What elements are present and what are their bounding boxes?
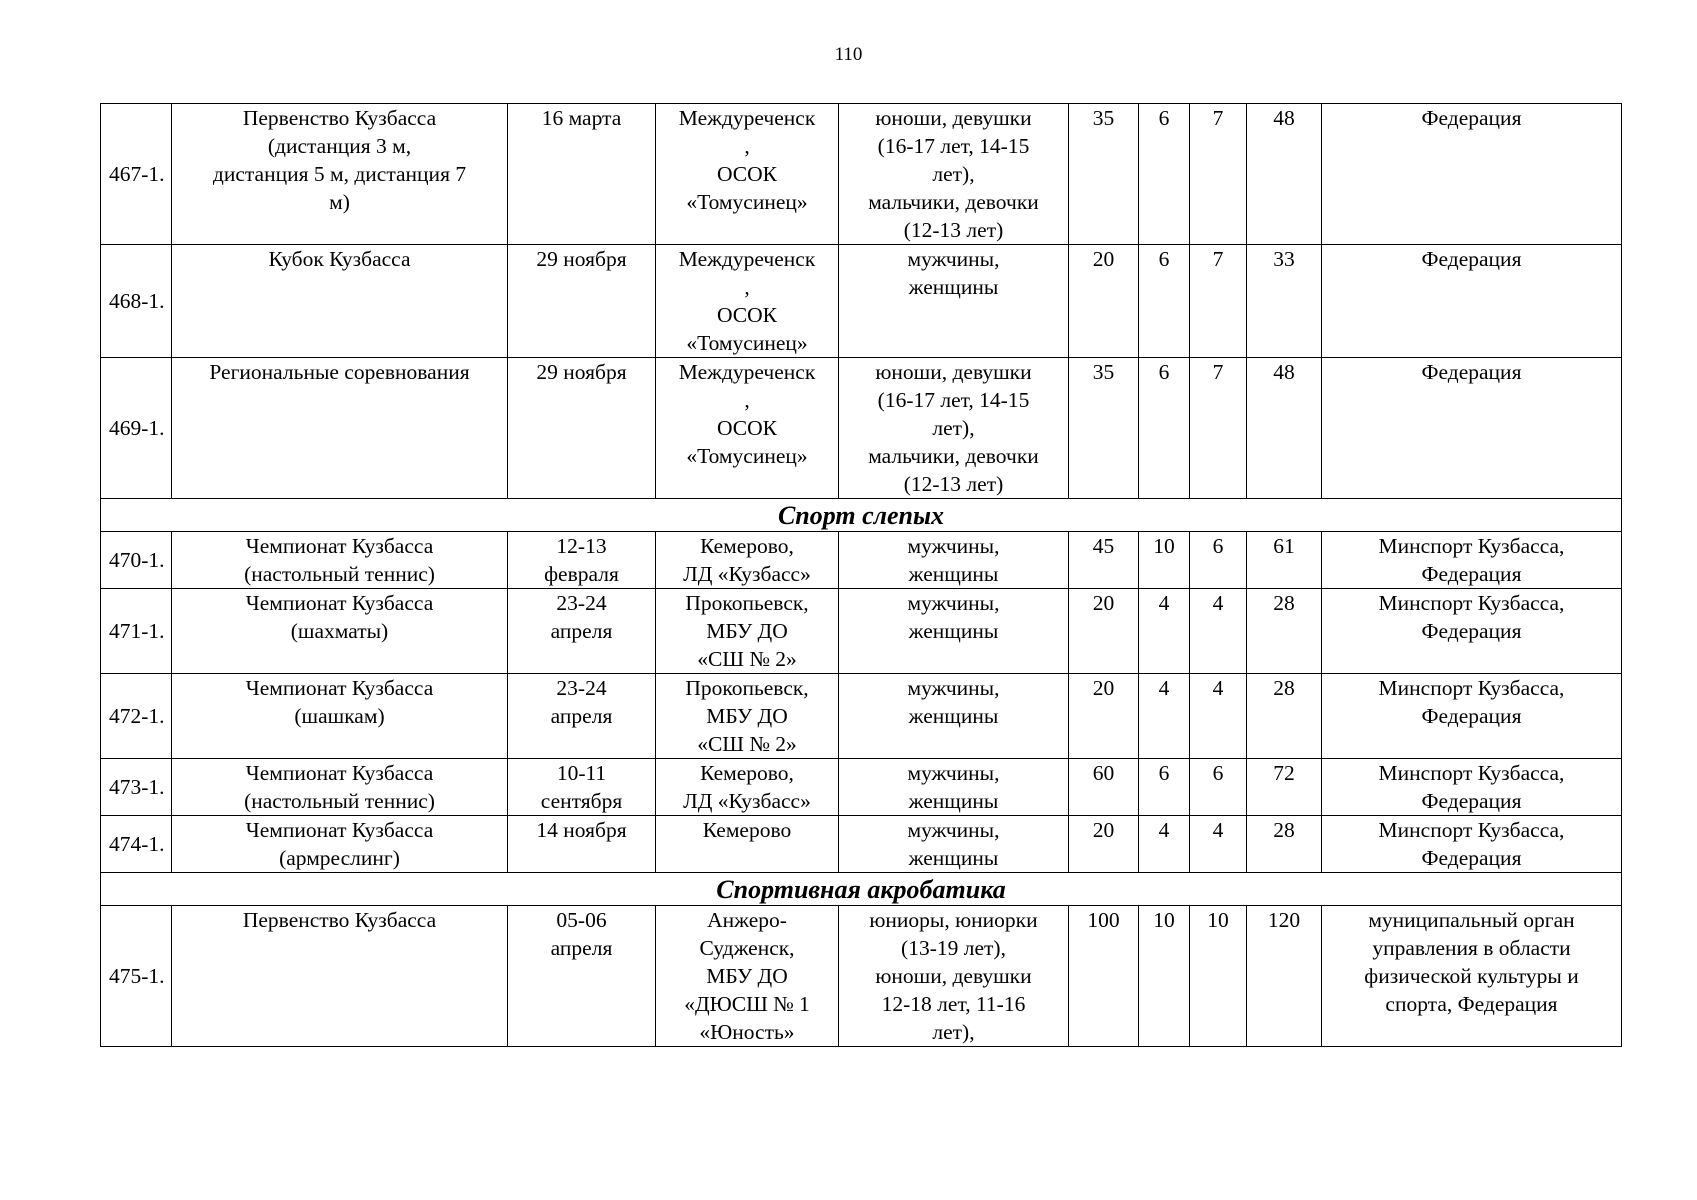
section-header-row [101, 873, 1622, 906]
event-date [508, 104, 656, 245]
event-place-line: Междуреченск [678, 360, 816, 384]
event-date-line: 23-24 [556, 676, 607, 700]
row-number: 469-1. [101, 358, 172, 499]
count-col-3: 7 [1190, 358, 1247, 499]
event-organizer [1322, 759, 1622, 816]
event-name [172, 906, 508, 1047]
event-place-line: «СШ № 2» [697, 647, 797, 671]
row-number: 475-1. [101, 906, 172, 1047]
event-place-line: ОСОК [717, 303, 777, 327]
event-place-line: ЛД «Кузбасс» [683, 562, 811, 586]
event-organizer-line: управления в области [1372, 936, 1571, 960]
event-date-line: 29 ноября [536, 247, 627, 271]
event-participants [839, 759, 1069, 816]
event-date [508, 674, 656, 759]
count-total: 33 [1247, 245, 1322, 358]
count-total: 48 [1247, 104, 1322, 245]
event-name-line: Чемпионат Кузбасса [245, 591, 434, 615]
event-place-line: Судженск, [699, 936, 795, 960]
row-number: 474-1. [101, 816, 172, 873]
event-name-line: (армреслинг) [279, 846, 400, 870]
event-participants-line: юноши, девушки [875, 106, 1032, 130]
count-col-2: 6 [1139, 245, 1190, 358]
event-place-line: МБУ ДО [706, 964, 788, 988]
event-name-line: Чемпионат Кузбасса [245, 534, 434, 558]
event-date-line: 14 ноября [536, 818, 627, 842]
event-name-line: (шахматы) [290, 619, 389, 643]
count-col-2: 4 [1139, 674, 1190, 759]
event-place-line: , [744, 275, 750, 299]
table-row [101, 589, 1622, 674]
event-name [172, 674, 508, 759]
event-place [656, 358, 839, 499]
event-place [656, 589, 839, 674]
page-number: 110 [834, 44, 863, 65]
event-participants-line: юноши, девушки [875, 360, 1032, 384]
event-place-line: Прокопьевск, [685, 676, 809, 700]
event-place [656, 245, 839, 358]
event-participants-line: женщины [908, 562, 999, 586]
event-organizer-line: Федерация [1421, 247, 1522, 271]
event-organizer-line: физической культуры и [1364, 964, 1579, 988]
count-col-1: 20 [1069, 674, 1139, 759]
event-place-line: МБУ ДО [706, 704, 788, 728]
event-participants-line: (12-13 лет) [903, 472, 1004, 496]
count-col-2: 6 [1139, 104, 1190, 245]
row-number: 468-1. [101, 245, 172, 358]
table-row [101, 245, 1622, 358]
count-col-2: 10 [1139, 906, 1190, 1047]
event-date-line: апреля [550, 936, 613, 960]
event-participants-line: мальчики, девочки [868, 444, 1039, 468]
event-place-line: «СШ № 2» [697, 732, 797, 756]
event-place-line: ОСОК [717, 162, 777, 186]
event-participants-line: лет), [932, 416, 975, 440]
event-participants-line: мужчины, [907, 247, 1000, 271]
event-name [172, 589, 508, 674]
event-place-line: «Томусинец» [686, 444, 808, 468]
event-organizer [1322, 358, 1622, 499]
event-organizer [1322, 816, 1622, 873]
event-place-line: Кемерово [702, 818, 792, 842]
event-organizer [1322, 245, 1622, 358]
event-name-line: Первенство Кузбасса [242, 106, 437, 130]
event-participants-line: женщины [908, 846, 999, 870]
event-organizer [1322, 906, 1622, 1047]
event-participants [839, 674, 1069, 759]
event-participants-line: лет), [932, 162, 975, 186]
event-name-line: (настольный теннис) [244, 789, 435, 813]
event-date-line: апреля [550, 619, 613, 643]
count-col-3: 4 [1190, 816, 1247, 873]
event-name-line: дистанция 5 м, дистанция 7 [212, 162, 467, 186]
event-participants [839, 532, 1069, 589]
event-date-line: 05-06 [556, 908, 607, 932]
event-organizer-line: спорта, Федерация [1385, 992, 1558, 1016]
count-total: 28 [1247, 674, 1322, 759]
event-date-line: 23-24 [556, 591, 607, 615]
row-number: 472-1. [101, 674, 172, 759]
event-organizer-line: Федерация [1421, 562, 1522, 586]
row-number: 467-1. [101, 104, 172, 245]
events-table [100, 103, 1622, 1047]
count-col-3: 6 [1190, 532, 1247, 589]
event-place-line: , [744, 134, 750, 158]
count-col-2: 4 [1139, 589, 1190, 674]
event-place-line: Кемерово, [700, 761, 794, 785]
count-col-2: 4 [1139, 816, 1190, 873]
count-total: 120 [1247, 906, 1322, 1047]
event-organizer-line: Минспорт Кузбасса, [1378, 534, 1565, 558]
event-participants [839, 245, 1069, 358]
row-number: 471-1. [101, 589, 172, 674]
event-date-line: 10-11 [556, 761, 607, 785]
count-col-1: 35 [1069, 104, 1139, 245]
event-participants-line: мальчики, девочки [868, 190, 1039, 214]
event-date-line: 12-13 [556, 534, 607, 558]
event-name [172, 245, 508, 358]
section-title: Спорт слепых [101, 499, 1622, 532]
section-title: Спортивная акробатика [101, 873, 1622, 906]
event-participants-line: (16-17 лет, 14-15 [877, 388, 1030, 412]
event-name [172, 104, 508, 245]
event-organizer-line: Минспорт Кузбасса, [1378, 761, 1565, 785]
event-participants-line: женщины [908, 275, 999, 299]
event-participants-line: мужчины, [907, 676, 1000, 700]
event-organizer [1322, 674, 1622, 759]
event-organizer-line: Федерация [1421, 704, 1522, 728]
event-name-line: (настольный теннис) [244, 562, 435, 586]
event-organizer-line: Минспорт Кузбасса, [1378, 818, 1565, 842]
count-col-1: 60 [1069, 759, 1139, 816]
event-date-line: апреля [550, 704, 613, 728]
event-organizer-line: Федерация [1421, 789, 1522, 813]
count-col-1: 35 [1069, 358, 1139, 499]
event-participants [839, 589, 1069, 674]
count-col-1: 20 [1069, 816, 1139, 873]
event-place-line: Кемерово, [700, 534, 794, 558]
event-name-line: Первенство Кузбасса [242, 908, 437, 932]
event-place-line: «Томусинец» [686, 331, 808, 355]
event-organizer [1322, 589, 1622, 674]
event-participants-line: женщины [908, 619, 999, 643]
count-total: 28 [1247, 816, 1322, 873]
event-organizer [1322, 532, 1622, 589]
count-col-1: 45 [1069, 532, 1139, 589]
count-col-2: 6 [1139, 759, 1190, 816]
event-place-line: «ДЮСШ № 1 [684, 992, 810, 1016]
event-participants-line: юноши, девушки [875, 964, 1032, 988]
event-date [508, 759, 656, 816]
event-participants-line: мужчины, [907, 534, 1000, 558]
event-organizer [1322, 104, 1622, 245]
table-row [101, 104, 1622, 245]
event-name-line: Чемпионат Кузбасса [245, 761, 434, 785]
table-row [101, 674, 1622, 759]
event-place [656, 759, 839, 816]
event-participants [839, 906, 1069, 1047]
event-organizer-line: Федерация [1421, 846, 1522, 870]
count-col-1: 20 [1069, 245, 1139, 358]
event-name [172, 816, 508, 873]
event-participants [839, 358, 1069, 499]
event-date [508, 589, 656, 674]
event-date-line: февраля [544, 562, 619, 586]
event-name-line: (дистанция 3 м, [267, 134, 412, 158]
table-row [101, 358, 1622, 499]
count-col-1: 100 [1069, 906, 1139, 1047]
count-col-3: 10 [1190, 906, 1247, 1047]
event-place-line: «Юность» [699, 1020, 795, 1044]
table-row [101, 759, 1622, 816]
table-row [101, 532, 1622, 589]
event-organizer-line: муниципальный орган [1368, 908, 1575, 932]
event-name [172, 358, 508, 499]
count-total: 48 [1247, 358, 1322, 499]
event-date-line: сентября [540, 789, 623, 813]
event-participants-line: женщины [908, 789, 999, 813]
event-place-line: «Томусинец» [686, 190, 808, 214]
event-organizer-line: Минспорт Кузбасса, [1378, 591, 1565, 615]
table-row [101, 906, 1622, 1047]
event-name-line: м) [329, 190, 350, 214]
event-participants-line: мужчины, [907, 761, 1000, 785]
count-total: 72 [1247, 759, 1322, 816]
event-place-line: , [744, 388, 750, 412]
event-participants-line: лет), [932, 1020, 975, 1044]
count-total: 61 [1247, 532, 1322, 589]
event-place [656, 532, 839, 589]
event-organizer-line: Минспорт Кузбасса, [1378, 676, 1565, 700]
event-name-line: Кубок Кузбасса [268, 247, 411, 271]
event-date [508, 532, 656, 589]
count-col-2: 10 [1139, 532, 1190, 589]
event-participants-line: мужчины, [907, 818, 1000, 842]
count-col-3: 6 [1190, 759, 1247, 816]
event-participants-line: (16-17 лет, 14-15 [877, 134, 1030, 158]
count-col-2: 6 [1139, 358, 1190, 499]
event-participants-line: 12-18 лет, 11-16 [881, 992, 1026, 1016]
event-name-line: Региональные соревнования [209, 360, 470, 384]
event-organizer-line: Федерация [1421, 106, 1522, 130]
event-date [508, 245, 656, 358]
event-participants-line: женщины [908, 704, 999, 728]
table-row [101, 816, 1622, 873]
event-date-line: 16 марта [541, 106, 622, 130]
event-organizer-line: Федерация [1421, 360, 1522, 384]
event-participants-line: (12-13 лет) [903, 218, 1004, 242]
section-header-row [101, 499, 1622, 532]
count-col-3: 4 [1190, 589, 1247, 674]
event-name-line: (шашкам) [294, 704, 385, 728]
event-place-line: Прокопьевск, [685, 591, 809, 615]
event-place-line: МБУ ДО [706, 619, 788, 643]
event-name-line: Чемпионат Кузбасса [245, 818, 434, 842]
event-name [172, 532, 508, 589]
event-date [508, 906, 656, 1047]
event-place [656, 906, 839, 1047]
event-place [656, 104, 839, 245]
event-participants-line: юниоры, юниорки [869, 908, 1038, 932]
event-place-line: Междуреченск [678, 106, 816, 130]
event-participants [839, 816, 1069, 873]
event-place-line: ОСОК [717, 416, 777, 440]
event-date [508, 358, 656, 499]
row-number: 473-1. [101, 759, 172, 816]
count-col-3: 7 [1190, 245, 1247, 358]
event-name [172, 759, 508, 816]
event-place-line: Междуреченск [678, 247, 816, 271]
count-col-3: 4 [1190, 674, 1247, 759]
count-col-3: 7 [1190, 104, 1247, 245]
row-number: 470-1. [101, 532, 172, 589]
event-participants-line: мужчины, [907, 591, 1000, 615]
event-place-line: ЛД «Кузбасс» [683, 789, 811, 813]
event-participants-line: (13-19 лет), [901, 936, 1006, 960]
count-col-1: 20 [1069, 589, 1139, 674]
event-date-line: 29 ноября [536, 360, 627, 384]
count-total: 28 [1247, 589, 1322, 674]
event-place [656, 816, 839, 873]
event-place-line: Анжеро- [707, 908, 787, 932]
event-organizer-line: Федерация [1421, 619, 1522, 643]
event-date [508, 816, 656, 873]
event-participants [839, 104, 1069, 245]
event-place [656, 674, 839, 759]
event-name-line: Чемпионат Кузбасса [245, 676, 434, 700]
